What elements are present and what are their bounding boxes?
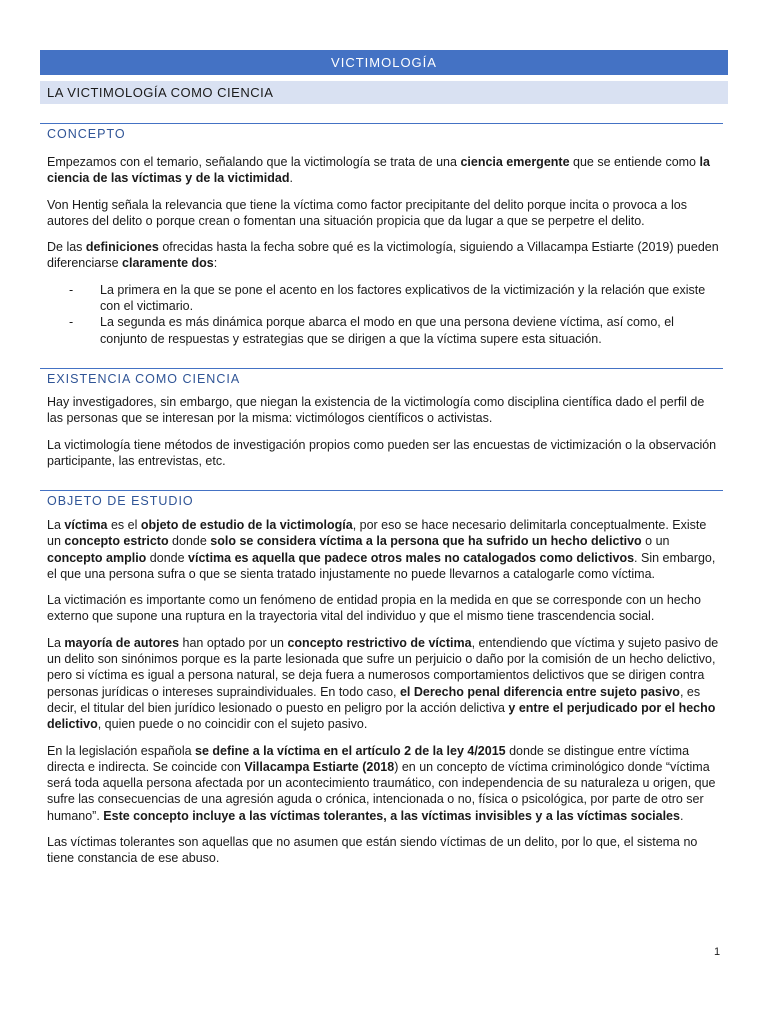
section-heading: EXISTENCIA COMO CIENCIA [40, 368, 723, 390]
bold-text: concepto amplio [47, 550, 147, 565]
bold-text: el Derecho penal diferencia entre sujeto pasivo [399, 684, 680, 699]
document-title: VICTIMOLOGÍA [40, 50, 728, 75]
text-run: La [47, 635, 65, 650]
page-number: 1 [714, 946, 721, 958]
paragraph [47, 743, 723, 824]
section-objeto [40, 490, 723, 867]
bold-text: víctima [64, 518, 108, 532]
text-run: ofrecidas hasta la fecha sobre qué es la victimología, siguiendo a Villacampa Estiarte (2019) pueden diferenciarse [47, 240, 719, 271]
section-existencia [40, 368, 723, 469]
text-run: De las [47, 240, 86, 255]
paragraph [47, 239, 723, 272]
text-run: o un [641, 534, 670, 549]
text-run: Empezamos con el temario, señalando que la victimología se trata de una [47, 155, 461, 169]
definitions-list [40, 282, 723, 347]
bold-text: objeto de estudio de la victimología [140, 518, 353, 532]
section-heading: CONCEPTO [40, 123, 723, 145]
list-item: - La segunda es más dinámica porque abarca el modo en que una persona deviene víctima, así como, el conjunto de respuestas y estrategias que se dirigen a que la víctima supere esta situación. [69, 315, 674, 346]
list-item: - La primera en la que se pone el acento en los factores explicativos de la victimización y la relación que existe con el victimario. [69, 282, 706, 314]
paragraph [47, 517, 723, 582]
text-run: , entendiendo que víctima y sujeto pasivo de un delito son sinónimos porque es la parte lesionada que sufre un perjuicio o daño por la comisión de un hecho delictivo, pero si víctima es igual a persona natural, se deja fuera a numerosos comportamientos delictivos que se dirigen contra personas jurídicas o intereses supraindividuales. En todo caso, [47, 635, 719, 699]
text-run: donde se distingue entre víctima directa e indirecta. Se coincide con [47, 743, 690, 774]
text-run: : [213, 256, 218, 271]
text-run: han optado por un [179, 635, 288, 650]
bold-text: y entre el perjudicado por el hecho delictivo [47, 700, 716, 732]
text-run: . Sin embargo, el que una persona sufra o que se sienta tratado injustamente no puede llevarnos a catalogarle como víctima. [47, 550, 716, 581]
text-run: La [47, 518, 65, 532]
bold-text: la ciencia de las víctimas y de la victimidad [47, 155, 710, 186]
text-run: es el [107, 518, 141, 532]
text-run: Las víctimas tolerantes son aquellas que no asumen que están siendo víctimas de un delito, por lo que, el sistema no tiene constancia de ese abuso. [47, 835, 698, 866]
text-run: . [289, 171, 293, 186]
bold-text: concepto restrictivo de víctima [287, 635, 472, 650]
bold-text: Villacampa Estiarte (2018 [244, 759, 395, 774]
paragraph [47, 635, 723, 733]
paragraph [47, 592, 723, 625]
paragraph [47, 154, 723, 187]
chapter-title: LA VICTIMOLOGÍA COMO CIENCIA [40, 81, 728, 104]
bullet-dash: - [69, 282, 74, 297]
text-run: , quien puede o no coincidir con el sujeto pasivo. [97, 717, 368, 732]
paragraph [47, 834, 723, 867]
paragraph [47, 197, 723, 230]
bullet-dash: - [69, 315, 74, 330]
text-run: . [679, 808, 684, 823]
text-run: En la legislación española [47, 743, 196, 758]
bold-text: solo se considera víctima a la persona que ha sufrido un hecho delictivo [210, 534, 642, 549]
text-run: , es decir, el titular del bien jurídico lesionado o puesto en peligro por la acción delictiva [47, 684, 701, 715]
text-run: donde [168, 534, 211, 549]
text-run: que se entiende como [569, 155, 700, 169]
section-heading: OBJETO DE ESTUDIO [40, 490, 723, 512]
bold-text: Este concepto incluye a las víctimas tolerantes, a las víctimas invisibles y a las víctimas sociales [103, 808, 680, 823]
text-run: Von Hentig señala la relevancia que tiene la víctima como factor precipitante del delito porque incita o provoca a los autores del delito o porque crean o fomentan una situación propicia que da lugar a que se perpetre el delito. [47, 197, 687, 228]
paragraph [47, 437, 723, 470]
bold-text: se define a la víctima en el artículo 2 de la ley 4/2015 [195, 743, 506, 758]
text-run: donde [146, 550, 189, 565]
bold-text: concepto estricto [64, 534, 169, 549]
text-run: La victimología tiene métodos de investigación propios como pueden ser las encuestas de victimización o la observación participante, las entrevistas, etc. [47, 437, 717, 468]
bold-text: claramente dos [122, 256, 214, 271]
section-concepto [40, 123, 723, 347]
bold-text: mayoría de autores [64, 635, 180, 650]
text-run: ) en un concepto de víctima criminológico donde “víctima será toda aquella persona afectada por un acontecimiento traumático, con independencia de su naturaleza u origen, que sufre las consecuencias de una agresión aguda o crónica, intencionada o no, física o psicológica, por parte de otro ser humano”. [47, 759, 716, 823]
bold-text: ciencia emergente [460, 155, 570, 169]
paragraph [47, 394, 723, 427]
text-run: Hay investigadores, sin embargo, que niegan la existencia de la victimología como disciplina científica dado el perfil de las personas que se interesan por la misma: victimólogos científicos o activistas. [47, 395, 705, 426]
text-run: La victimación es importante como un fenómeno de entidad propia en la medida en que se corresponde con un hecho externo que supone una ruptura en la trayectoria vital del individuo y que el mismo tiene trascendencia social. [47, 593, 701, 624]
bold-text: definiciones [85, 240, 159, 255]
text-run: , por eso se hace necesario delimitarla conceptualmente. Existe un [47, 518, 707, 549]
bold-text: víctima es aquella que padece otros males no catalogados como delictivos [188, 550, 635, 565]
